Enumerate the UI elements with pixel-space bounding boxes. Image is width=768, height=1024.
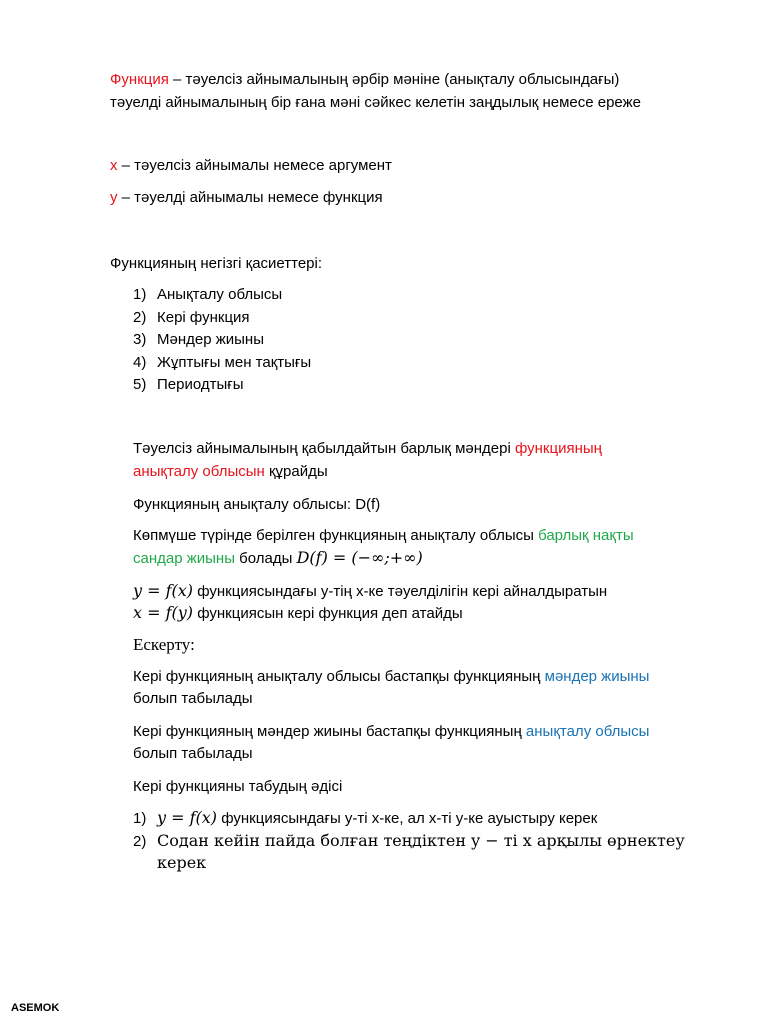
note-2-line-2: болып табылады xyxy=(133,745,253,762)
watermark: ASEMOK xyxy=(11,1002,60,1014)
note-1-line-1: Кері функцияның анықталу облысы бастапқы функцияның мәндер жиыны xyxy=(133,668,650,685)
highlight-domain-blue: анықталу облысы xyxy=(525,723,650,740)
polynomial-domain-line-1: Көпмүше түрінде берілген функцияның анықталу облысы барлық нақты xyxy=(133,527,634,544)
highlight-function: функцияның xyxy=(514,440,602,457)
method-step-1: 1) y = f(x) функциясындағы y-ті x-ке, ал x-ті y-ке ауыстыру керек xyxy=(133,808,598,827)
x-description: – тәуелсіз айнымалы немесе аргумент xyxy=(117,157,392,174)
y-description: – тәуелді айнымалы немесе функция xyxy=(117,189,383,206)
term-function: Функция xyxy=(110,71,169,88)
formula-y-fx: y = f(x) xyxy=(133,581,194,600)
domain-paragraph-line-1: Тәуелсіз айнымалының қабылдайтын барлық мәндері функцияның xyxy=(133,440,602,457)
highlight-all-reals: барлық нақты xyxy=(538,527,634,544)
property-item: 5) Периодтығы xyxy=(133,376,244,393)
highlight-reals-set: сандар жиыны xyxy=(133,550,235,567)
property-item: 3) Мәндер жиыны xyxy=(133,331,264,348)
property-item: 2) Кері функция xyxy=(133,309,250,326)
note-2-line-1: Кері функцияның мәндер жиыны бастапқы функцияның анықталу облысы xyxy=(133,723,650,740)
note-title: Ескерту: xyxy=(133,635,195,654)
inverse-def-line-1: y = f(x) функциясындағы y-тің x-ке тәуелділігін кері айналдыратын xyxy=(133,581,608,600)
method-step-2-line-2: керек xyxy=(157,853,207,872)
formula-x-fy: x = f(y) xyxy=(133,603,194,622)
properties-heading: Функцияның негізгі қасиеттері: xyxy=(110,255,323,272)
definition-line-1 xyxy=(110,71,619,89)
note-1-line-2: болып табылады xyxy=(133,690,253,707)
method-step-2-line-1: 2) Содан кейін пайда болған теңдіктен y − ті x арқылы өрнектеу xyxy=(133,831,685,850)
definition-text-1: – тәуелсіз айнымалының әрбір мәніне (анықталу облысындағы) xyxy=(168,71,620,88)
domain-formula: D(f) = (−∞;+∞) xyxy=(296,548,423,567)
polynomial-domain-line-2: сандар жиыны болады D(f) = (−∞;+∞) xyxy=(133,548,423,567)
property-item: 1) Анықталу облысы xyxy=(133,286,283,303)
y-variable-line xyxy=(110,189,383,207)
inverse-def-line-2: x = f(y) функциясын кері функция деп атайды xyxy=(133,603,463,622)
x-variable-line xyxy=(110,157,392,175)
method-title: Кері функцияны табудың әдісі xyxy=(133,778,343,795)
domain-paragraph-line-2: анықталу облысын құрайды xyxy=(133,463,328,480)
formula-y-fx-step: y = f(x) xyxy=(157,808,218,827)
highlight-domain: анықталу облысын xyxy=(133,463,265,480)
property-item: 4) Жұптығы мен тақтығы xyxy=(133,354,312,371)
domain-notation: Функцияның анықталу облысы: D(f) xyxy=(133,496,381,513)
highlight-range: мәндер жиыны xyxy=(544,668,650,685)
x-symbol: x xyxy=(110,157,118,174)
y-symbol: y xyxy=(110,189,118,206)
definition-line-2: тәуелді айнымалының бір ғана мәні сәйкес келетін заңдылық немесе ереже xyxy=(110,94,641,111)
